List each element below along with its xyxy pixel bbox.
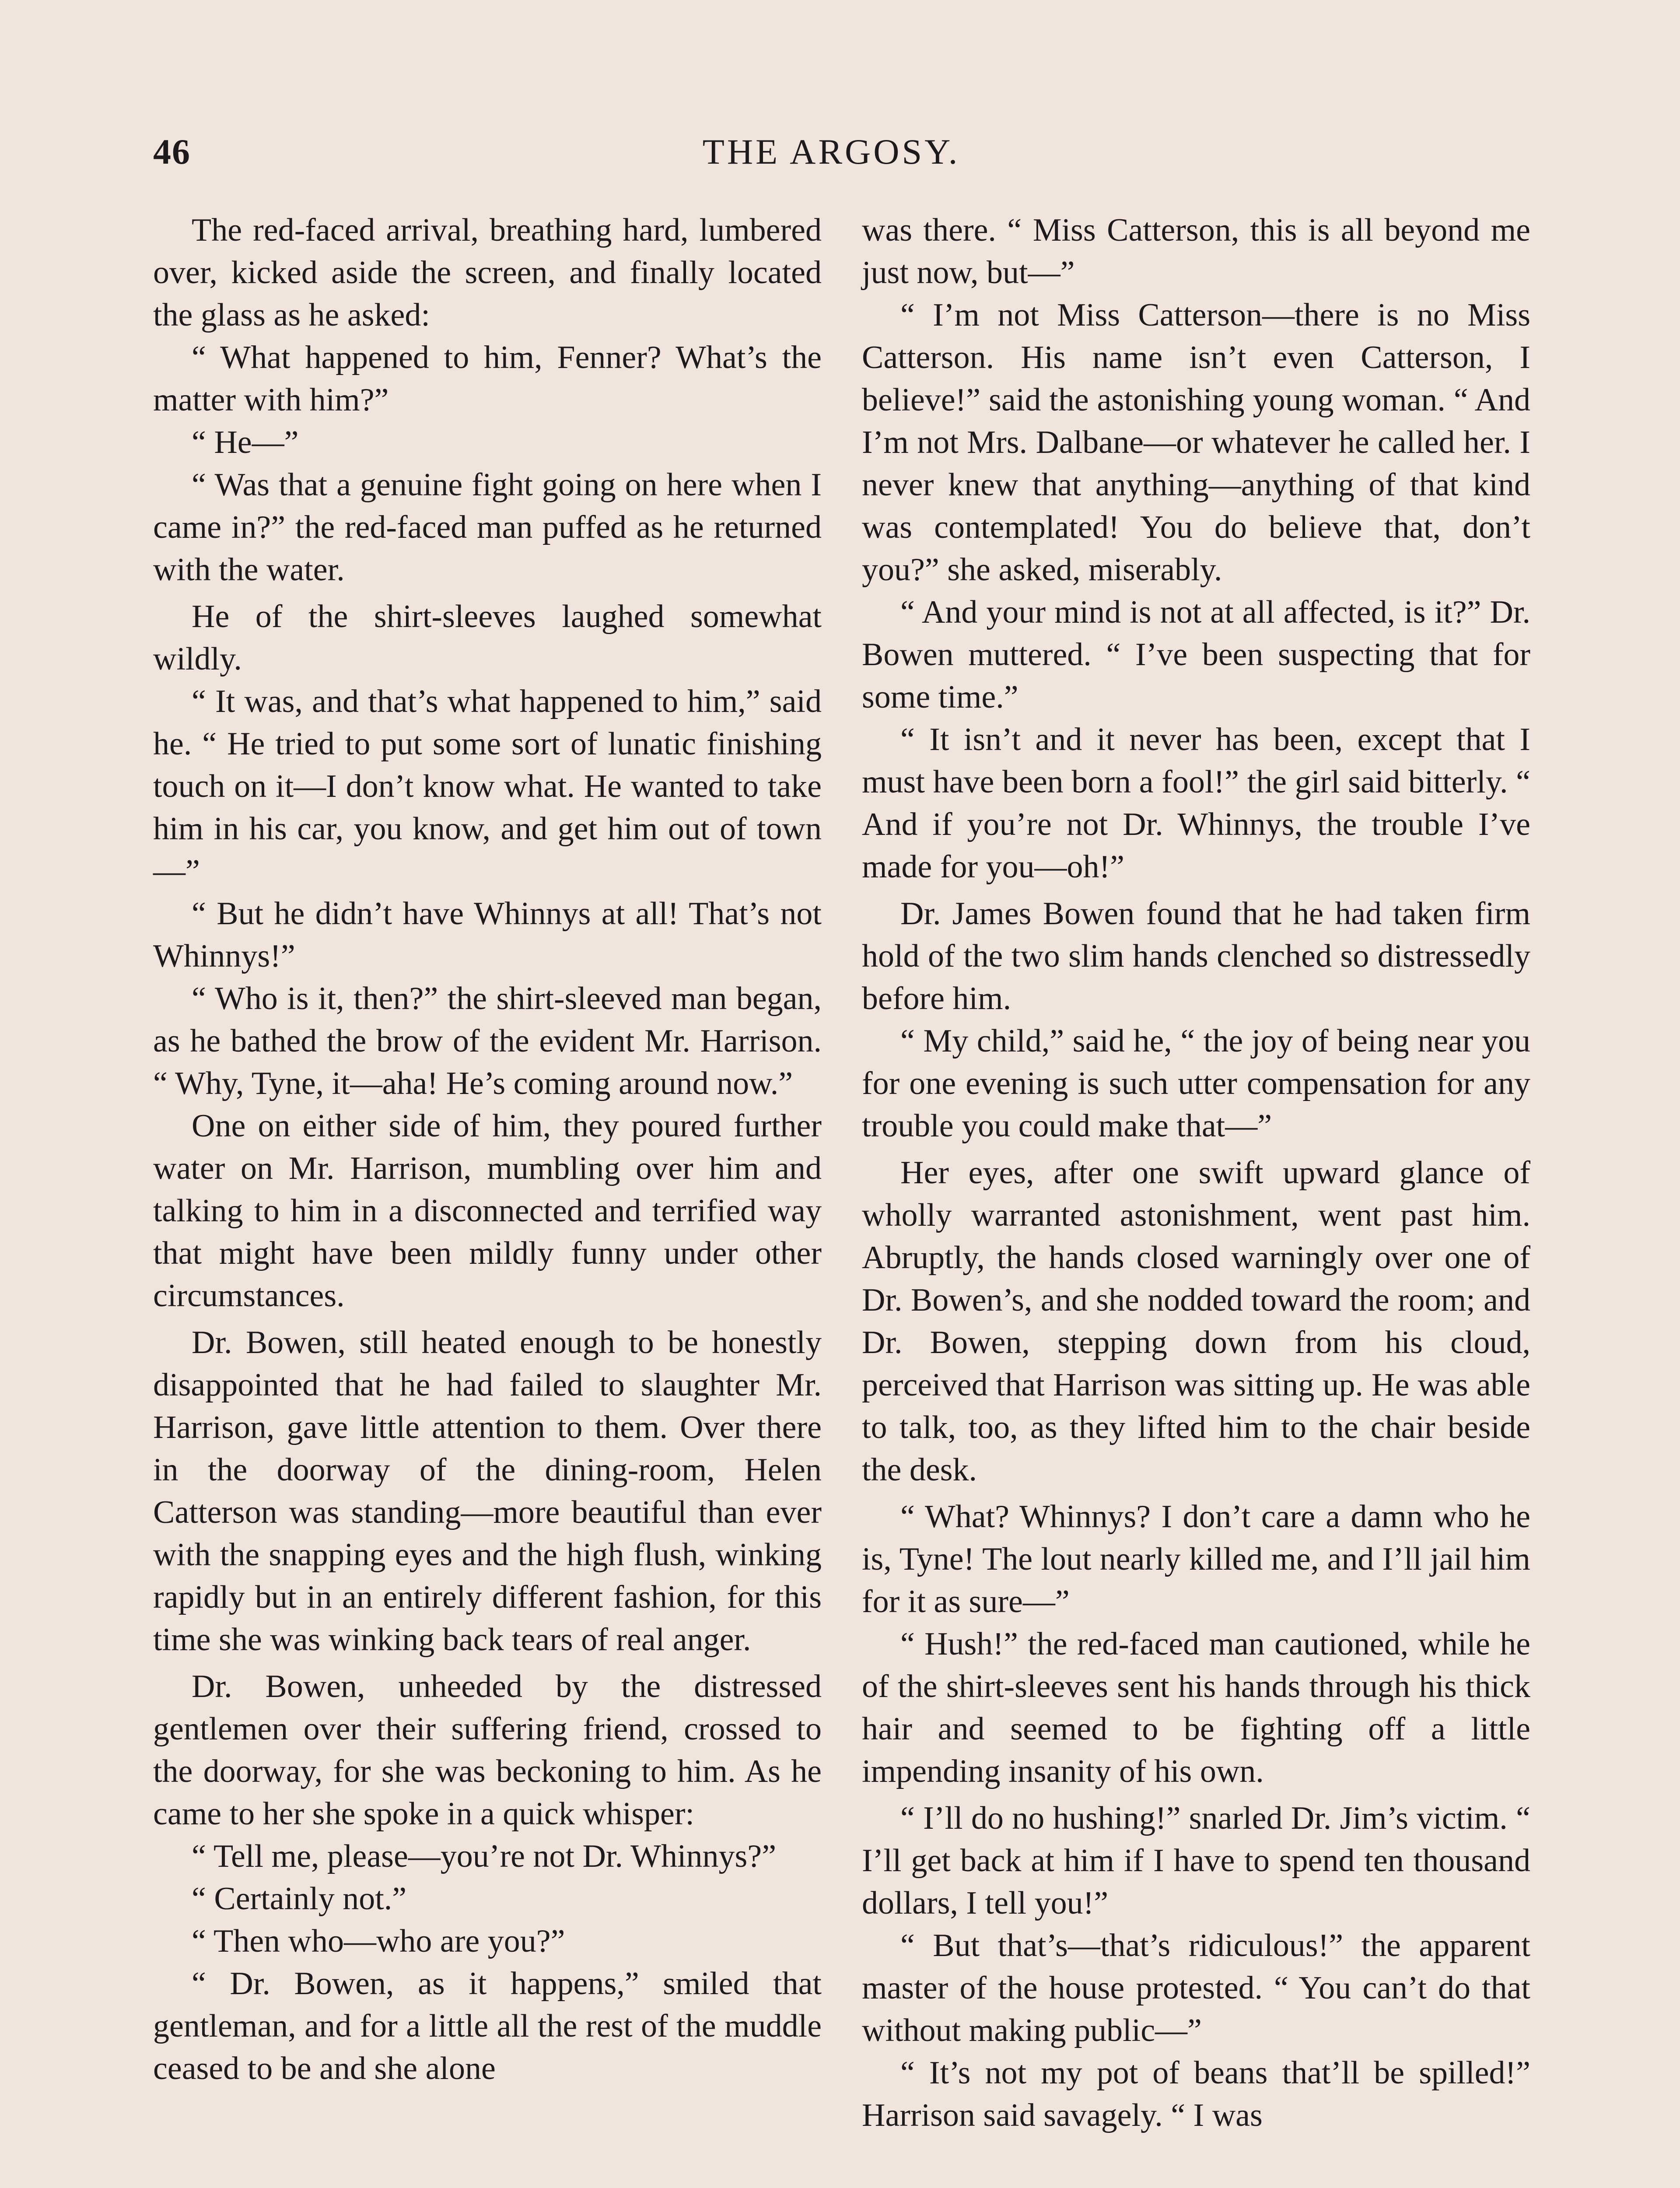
left-column <box>153 209 822 2090</box>
paragraph: “ Who is it, then?” the shirt-sleeved man began, as he bathed the brow of the evident Mr. Harrison. “ Why, Tyne, it—aha! He’s coming around now.” <box>153 981 822 1101</box>
paragraph: Her eyes, after one swift upward glance of wholly warranted astonishment, went past him. Abruptly, the hands closed warningly over one of Dr. Bowen’s, and she nodded toward the room; and Dr. Bowen, stepping down from his cloud, perceived that Harrison was sitting up. He was able to talk, too, as they lifted him to the chair beside the desk. <box>862 1155 1530 1488</box>
running-head: THE ARGOSY. <box>702 132 960 172</box>
paragraph: “ Dr. Bowen, as it happens,” smiled that gentleman, and for a little all the rest of the muddle ceased to be and she alone <box>153 1966 822 2086</box>
paragraph: was there. “ Miss Catterson, this is all beyond me just now, but—” <box>862 212 1530 291</box>
paragraph: “ What happened to him, Fenner? What’s the matter with him?” <box>153 340 822 418</box>
paragraph: “ Was that a genuine fight going on here when I came in?” the red-faced man puffed as he returned with the water. <box>153 467 822 588</box>
paragraph: “ Certainly not.” <box>192 1881 407 1917</box>
paragraph: “ Hush!” the red-faced man cautioned, while he of the shirt-sleeves sent his hands through his thick hair and seemed to be fighting off a little impending insanity of his own. <box>862 1626 1530 1789</box>
paragraph: One on either side of him, they poured further water on Mr. Harrison, mumbling over him and talking to him in a disconnected and terrified way that might have been mildly funny under other circumstances. <box>153 1108 822 1314</box>
right-column <box>862 209 1530 2137</box>
paragraph: “ It’s not my pot of beans that’ll be spilled!” Harrison said savagely. “ I was <box>862 2055 1530 2133</box>
paragraph: “ Tell me, please—you’re not Dr. Whinnys?” <box>192 1838 777 1874</box>
paragraph: The red-faced arrival, breathing hard, lumbered over, kicked aside the screen, and finally located the glass as he asked: <box>153 212 822 333</box>
paragraph: “ Then who—who are you?” <box>192 1923 565 1959</box>
paragraph: “ What? Whinnys? I don’t care a damn who he is, Tyne! The lout nearly killed me, and I’ll jail him for it as sure—” <box>862 1499 1530 1620</box>
paragraph: “ It was, and that’s what happened to him,” said he. “ He tried to put some sort of lunatic finishing touch on it—I don’t know what. He wanted to take him in his car, you know, and get him out of town—” <box>153 684 822 889</box>
paragraph: Dr. Bowen, still heated enough to be honestly disappointed that he had failed to slaughter Mr. Harrison, gave little attention to them. Over there in the doorway of the dining-room, Helen Catterson was standing—more beautiful than ever with the snapping eyes and the high flush, winking rapidly but in an entirely different fashion, for this time she was winking back tears of real anger. <box>153 1325 822 1658</box>
paragraph: “ But that’s—that’s ridiculous!” the apparent master of the house protested. “ You can’t do that without making public—” <box>862 1928 1530 2048</box>
page-number: 46 <box>153 132 191 172</box>
paragraph: Dr. Bowen, unheeded by the distressed gentlemen over their suffering friend, crossed to the doorway, for she was beckoning to him. As he came to her she spoke in a quick whisper: <box>153 1669 822 1832</box>
paragraph: “ It isn’t and it never has been, except that I must have been born a fool!” the girl said bitterly. “ And if you’re not Dr. Whinnys, the trouble I’ve made for you—oh!” <box>862 722 1530 885</box>
paragraph: Dr. James Bowen found that he had taken firm hold of the two slim hands clenched so distressedly before him. <box>862 896 1530 1017</box>
paragraph: “ But he didn’t have Whinnys at all! That’s not Whinnys!” <box>153 896 822 974</box>
paragraph: “ I’ll do no hushing!” snarled Dr. Jim’s victim. “ I’ll get back at him if I have to spend ten thousand dollars, I tell you!” <box>862 1800 1530 1921</box>
paragraph: He of the shirt-sleeves laughed somewhat wildly. <box>153 599 822 677</box>
paragraph: “ My child,” said he, “ the joy of being near you for one evening is such utter compensation for any trouble you could make that—” <box>862 1023 1530 1144</box>
paragraph: “ I’m not Miss Catterson—there is no Miss Catterson. His name isn’t even Catterson, I believe!” said the astonishing young woman. “ And I’m not Mrs. Dalbane—or whatever he called her. I never knew that anything—anything of that kind was contemplated! You do believe that, don’t you?” she asked, miserably. <box>862 297 1530 588</box>
paragraph: “ He—” <box>192 424 299 460</box>
paragraph: “ And your mind is not at all affected, is it?” Dr. Bowen muttered. “ I’ve been suspecting that for some time.” <box>862 594 1530 715</box>
